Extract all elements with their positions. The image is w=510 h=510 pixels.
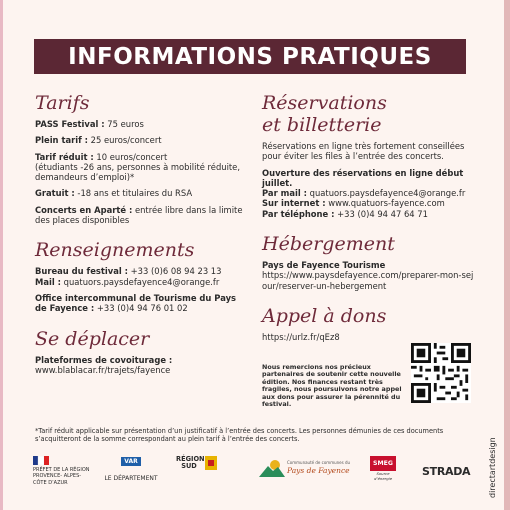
french-flag-icon — [33, 456, 49, 465]
reservations-intro: Réservations en ligne très fortement conseillées pour éviter les files à l’entrée des concerts. — [262, 141, 465, 162]
qr-code-icon — [411, 343, 471, 403]
dons-link[interactable]: https://urlz.fr/qEz8 — [262, 331, 340, 342]
mountain-sun-icon — [259, 459, 285, 477]
renseignements-mail[interactable]: quatuors.paysdefayence4@orange.fr — [61, 276, 220, 287]
blablacar-link[interactable]: www.blablacar.fr/trajets/fayence — [35, 364, 171, 375]
reservations-mail-link[interactable]: quatuors.paysdefayence4@orange.fr — [307, 188, 466, 199]
covoiturage: Plateformes de covoiturage : www.blablacar.fr/trajets/fayence — [35, 354, 173, 375]
deplacer-heading: Se déplacer — [35, 327, 150, 350]
right-column — [262, 92, 480, 342]
reservations-ouverture: Ouverture des réservations en ligne début juillet. — [262, 167, 464, 188]
reservations-tel: Par téléphone : +33 (0)4 94 47 64 71 — [262, 208, 428, 219]
departement-logo: VAR LE DÉPARTEMENT — [104, 458, 158, 482]
tarif-aparte: Concerts en Aparté : entrée libre dans la limite des places disponibles — [35, 204, 243, 226]
hebergement-link[interactable]: https://www.paysdefayence.com/preparer-mon-sejour/reserver-un-hebergement — [262, 270, 474, 291]
tarifs-heading: Tarifs — [35, 92, 90, 114]
designer-credit: directartdesign — [488, 437, 497, 498]
page-title: INFORMATIONS PRATIQUES — [68, 43, 432, 70]
tarif-plein: Plein tarif : 25 euros/concert — [35, 135, 162, 146]
left-column — [35, 92, 250, 381]
reservations-internet: Sur internet : www.quatuors-fayence.com — [262, 198, 445, 209]
qr-code[interactable] — [411, 343, 471, 403]
partner-logos: PRÉFET DE LA RÉGION PROVENCE- ALPES- CÔTE D’AZUR VAR LE DÉPARTEMENT RÉGION SUD Communauté de communes du Pays de Fayence SMEG Source d’énergie STRADA — [33, 455, 471, 486]
tarif-pass: PASS Festival : 75 euros — [35, 119, 144, 129]
dons-note: Nous remercions nos précieux partenaires de soutenir cette nouvelle édition. Nos finances restant très fragiles, nous poursuivons notre appel aux dons pour assurer la pérennité du festival. — [262, 363, 402, 409]
mail-line: Mail : quatuors.paysdefayence4@orange.fr — [35, 276, 220, 287]
reservations-heading-2: et billetterie — [262, 114, 382, 136]
smeg-logo: SMEG Source d’énergie — [367, 456, 399, 481]
var-badge: VAR — [121, 457, 141, 466]
tarif-gratuit: Gratuit : -18 ans et titulaires du RSA — [35, 188, 193, 199]
renseignements-heading: Renseignements — [35, 239, 195, 262]
left-border — [0, 0, 3, 510]
reservations-heading-1: Réservations — [262, 92, 387, 114]
reservations-mail: Par mail : quatuors.paysdefayence4@orange.fr — [262, 188, 466, 199]
hebergement-org: Pays de Fayence Tourisme — [262, 260, 386, 271]
credit-vertical — [488, 408, 500, 498]
dons-heading: Appel à dons — [262, 304, 387, 327]
strada-logo: STRADA — [422, 465, 471, 478]
hebergement-heading: Hébergement — [262, 233, 395, 256]
reservations-website-link[interactable]: www.quatuors-fayence.com — [325, 198, 445, 209]
tarif-reduit: Tarif réduit : 10 euros/concert (étudiants -26 ans, personnes à mobilité réduite, demandeurs d’emploi)* — [35, 151, 240, 183]
region-shield-icon — [205, 456, 217, 470]
title-banner — [34, 39, 466, 74]
footnote: *Tarif réduit applicable sur présentation d’un justificatif à l’entrée des concerts. Les personnes démunies de ces documents s’acquitteront de la somme correspondant au plein tarif à l’entrée des concerts. — [35, 427, 444, 443]
region-sud-logo: RÉGION SUD — [176, 456, 222, 470]
prefet-logo: PRÉFET DE LA RÉGION PROVENCE- ALPES- CÔTE D’AZUR — [33, 456, 91, 486]
office-line: Office intercommunal de Tourisme du Pays de Fayence : +33 (0)4 94 76 01 02 — [35, 292, 237, 314]
bureau-line: Bureau du festival : +33 (0)6 08 94 23 13 — [35, 266, 222, 277]
right-border — [504, 0, 510, 510]
